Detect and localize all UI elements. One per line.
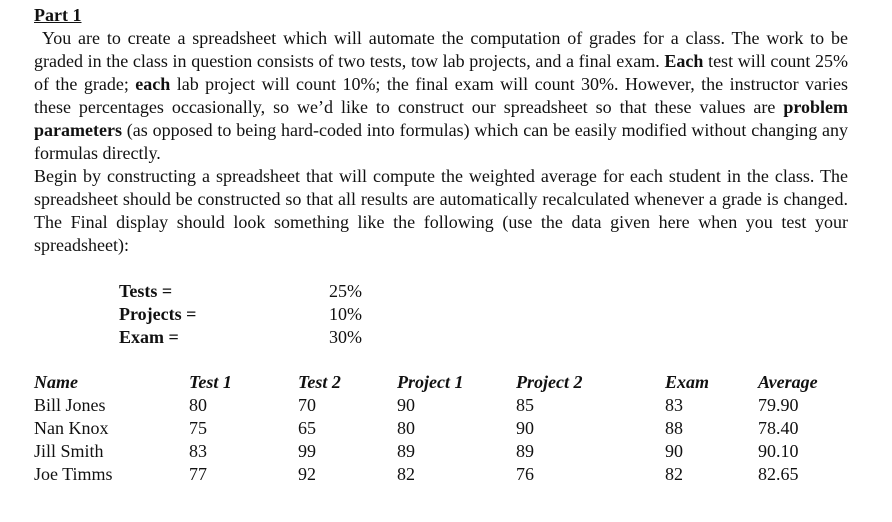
cell-average: 90.10 bbox=[758, 441, 799, 461]
intro-bold-parameters: problem parameters bbox=[34, 97, 848, 140]
cell-test-1: 83 bbox=[189, 441, 207, 461]
table-row bbox=[34, 440, 854, 463]
cell-test-1: 80 bbox=[189, 395, 207, 415]
cell-project-2: 89 bbox=[516, 441, 534, 461]
parameter-row-projects bbox=[119, 303, 379, 326]
cell-project-1: 89 bbox=[397, 441, 415, 461]
cell-project-2: 90 bbox=[516, 418, 534, 438]
intro-bold-each-2: each bbox=[135, 74, 171, 94]
intro-paragraph bbox=[34, 27, 848, 165]
header-average: Average bbox=[758, 372, 818, 392]
cell-project-2: 85 bbox=[516, 395, 534, 415]
header-test-2: Test 2 bbox=[298, 372, 341, 392]
cell-project-1: 90 bbox=[397, 395, 415, 415]
cell-test-1: 75 bbox=[189, 418, 207, 438]
cell-test-2: 65 bbox=[298, 418, 316, 438]
instructions-paragraph: Begin by constructing a spreadsheet that will compute the weighted average for each student in the class. The spreadsheet should be constructed so that all results are automatically recalculated whenever a grade is changed. The Final display should look something like the following (use the data given here when you test your spreadsheet): bbox=[34, 166, 848, 255]
parameter-label: Exam = bbox=[119, 327, 179, 347]
header-test-1: Test 1 bbox=[189, 372, 232, 392]
document-body bbox=[34, 4, 848, 257]
table-header-row bbox=[34, 371, 854, 394]
section-heading: Part 1 bbox=[34, 5, 82, 25]
cell-name: Nan Knox bbox=[34, 418, 109, 438]
table-row bbox=[34, 463, 854, 486]
parameter-value: 25% bbox=[329, 281, 362, 301]
cell-test-2: 99 bbox=[298, 441, 316, 461]
cell-test-1: 77 bbox=[189, 464, 207, 484]
cell-exam: 88 bbox=[665, 418, 683, 438]
intro-text-3: lab project will count 10%; the final exam will count 30%. However, the instructor varies these percentages occasionally, so we’d like to construct our spreadsheet so that these values are bbox=[34, 74, 848, 117]
header-exam: Exam bbox=[665, 372, 710, 392]
grades-table bbox=[34, 371, 854, 486]
header-project-1: Project 1 bbox=[397, 372, 464, 392]
cell-project-1: 80 bbox=[397, 418, 415, 438]
cell-project-2: 76 bbox=[516, 464, 534, 484]
parameter-label: Tests = bbox=[119, 281, 173, 301]
cell-exam: 82 bbox=[665, 464, 683, 484]
header-name: Name bbox=[34, 372, 78, 392]
cell-name: Jill Smith bbox=[34, 441, 104, 461]
table-row bbox=[34, 417, 854, 440]
cell-project-1: 82 bbox=[397, 464, 415, 484]
cell-test-2: 70 bbox=[298, 395, 316, 415]
parameter-value: 30% bbox=[329, 327, 362, 347]
cell-name: Joe Timms bbox=[34, 464, 113, 484]
parameter-row-tests bbox=[119, 280, 379, 303]
intro-text-1: You are to create a spreadsheet which will automate the computation of grades for a class. The work to be graded in the class in question consists of two tests, tow lab projects, and a final exam. bbox=[34, 28, 848, 71]
header-project-2: Project 2 bbox=[516, 372, 583, 392]
parameter-row-exam bbox=[119, 326, 379, 349]
cell-exam: 83 bbox=[665, 395, 683, 415]
cell-average: 78.40 bbox=[758, 418, 799, 438]
cell-average: 79.90 bbox=[758, 395, 799, 415]
intro-text-4: (as opposed to being hard-coded into formulas) which can be easily modified without changing any formulas directly. bbox=[34, 120, 848, 163]
parameters-block bbox=[119, 280, 379, 349]
cell-exam: 90 bbox=[665, 441, 683, 461]
intro-bold-each-1: Each bbox=[664, 51, 704, 71]
table-row bbox=[34, 394, 854, 417]
parameter-label: Projects = bbox=[119, 304, 197, 324]
cell-name: Bill Jones bbox=[34, 395, 106, 415]
cell-test-2: 92 bbox=[298, 464, 316, 484]
parameter-value: 10% bbox=[329, 304, 362, 324]
intro-text-2: test will count 25% of the grade; bbox=[34, 51, 848, 94]
cell-average: 82.65 bbox=[758, 464, 799, 484]
